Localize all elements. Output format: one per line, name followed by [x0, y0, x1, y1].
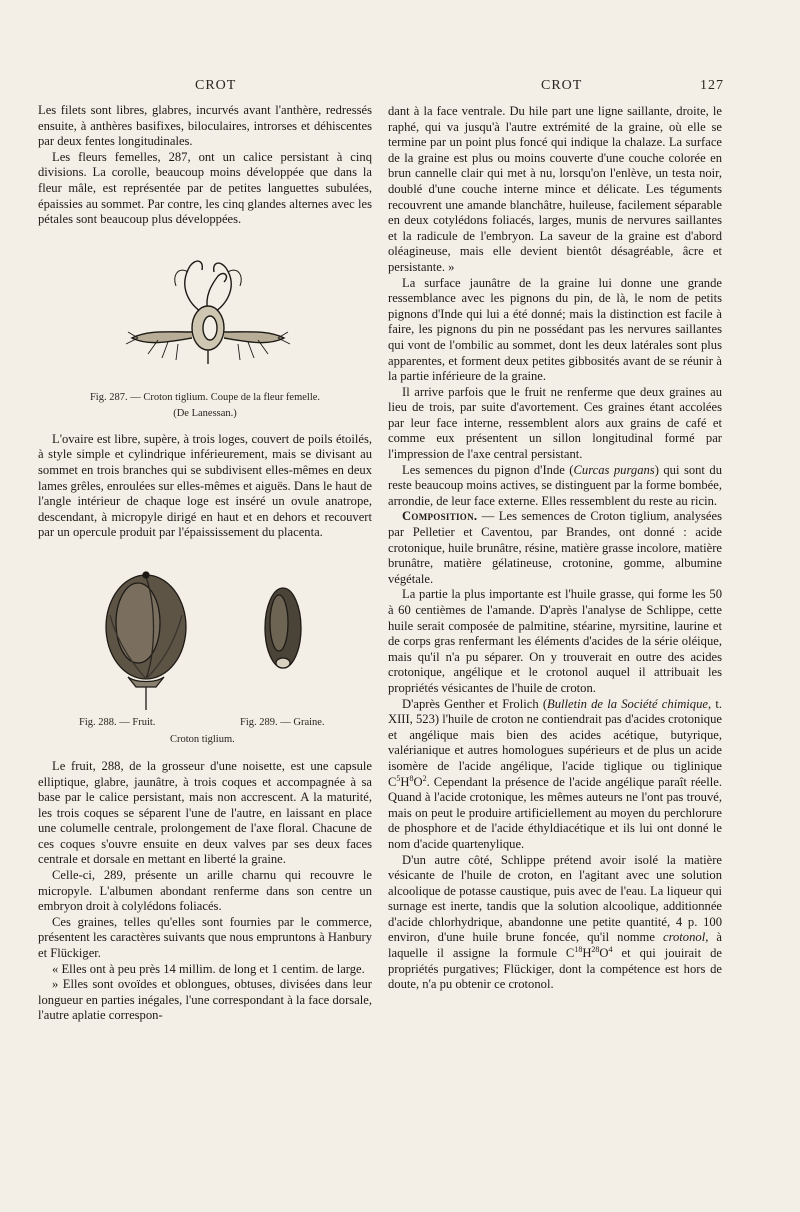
superscript: 18 [574, 944, 583, 954]
italic-term: Curcas purgans [573, 462, 655, 477]
italic-citation: Bulletin de la Société chimique [547, 696, 708, 711]
superscript: 2 [422, 773, 427, 783]
paragraph: « Elles ont à peu près 14 millim. de long et 1 centim. de large. [52, 961, 365, 976]
paragraph [388, 463, 722, 510]
text-run: D'un autre côté, Schlippe prétend avoir isolé la matière vésicante de l'huile de croton, en l'agitant avec une solution alcoolique de potasse caustique, puis avec de l'eau. La liqueur qui surnage est inerte, tandis que la solution alcoolique, additionnée d'acide chlorhydrique, abandonne une petite quantité, 4 p. 100 environ, d'une huile brune foncée, qu'il nomme [388, 852, 722, 945]
seed-illustration [258, 583, 308, 673]
paragraph: Ces graines, telles qu'elles sont fournies par le commerce, présentent les caractères suivants que nous empruntons à Hanbury et Flückiger. [38, 914, 372, 961]
text-run: , à laquelle il assigne la formule C [388, 930, 722, 961]
paragraph: Les filets sont libres, glabres, incurvés avant l'anthère, redressés ensuite, à anthères basifixes, biloculaires, introrses et déhiscentes par deux fentes longitudinales. [38, 103, 372, 149]
paragraph: L'ovaire est libre, supère, à trois loges, couvert de poils étoilés, à style simple et cylindrique inférieurement, mais se divisant au sommet en trois branches qui se subdivisent elles-mêmes en deux lames grêles, enroulées sur elles-mêmes et aiguës. Dans le haut de l'angle intérieur de chaque loge est inséré un ovule anatrope, descendant, à micropyle dirigé en haut et en dehors et recouvert par un opercule produit par l'épaississement du placenta. [38, 431, 372, 540]
text-run: , t. XIII, 523) l'huile de croton ne contiendrait pas d'acides crotonique et angélique mais bien des acides acétique, butyrique, valérianique et autres homologues supérieurs et de plus un acide isomère de l'acide angélique, l'acide tiglique ou tiglinique C [388, 696, 722, 789]
figure-287 [38, 238, 372, 390]
superscript: 28 [591, 944, 600, 954]
paragraph: Les fleurs femelles, 287, ont un calice persistant à cinq divisions. La corolle, beaucoup moins développée que dans la fleur mâle, est représentée par de petites languettes subulées, épaissies au sommet. Par contre, les cinq glandes alternes avec les pétales sont beaucoup plus développées. [38, 149, 372, 227]
text-run: H [582, 946, 592, 961]
text-run: et qui jouirait de propriétés purgatives; Flückiger, dont la compétence est hors de doute, n'a pu obtenir ce crotonol. [388, 946, 722, 992]
paragraph: Il arrive parfois que le fruit ne renferme que deux graines au lieu de trois, par suite d'avortement. Ces graines étant accolées par leur face interne, ressemblent alors aux grains de café et comme eux présentent un sillon longitudinal formé par l'impression de l'axe central persistant. [388, 384, 722, 462]
left-column [38, 103, 372, 1024]
female-flower-illustration [118, 246, 298, 376]
paragraph [388, 853, 722, 993]
figure-287-caption: Fig. 287. — Croton tiglium. Coupe de la fleur femelle. [89, 391, 321, 403]
text-run: O [413, 774, 423, 789]
page-number: 127 [700, 78, 724, 93]
paragraph: La surface jaunâtre de la graine lui donne une grande ressemblance avec les pignons du pin, de là, le nom de petits pignons d'Inde qui lui a été donné; mais la distinction est facile à faire, les pignons du pin ne possédant pas les nervures saillantes qui vont de l'ombilic au sommet, dont les deux latérales sont plus apparentes, et forment deux petites gibbosités avant de se réunir à la partie inférieure de la graine. [388, 275, 722, 384]
figure-288-289 [38, 565, 372, 715]
superscript: 4 [608, 944, 613, 954]
text-run: ) qui sont du reste beaucoup moins actives, se distinguent par la forme bombée, arrondie, de leur face externe. Elles ressemblent du reste au ricin. [388, 462, 722, 508]
paragraph: Celle-ci, 289, présente un arille charnu qui recouvre le micropyle. L'albumen abondant renferme dans son centre un embryon droit à colylédons foliacés. [38, 868, 372, 914]
figure-287-credit: (De Lanessan.) [173, 407, 237, 419]
superscript: 5 [396, 773, 401, 783]
text-run: O [599, 946, 609, 961]
running-head-left: CROT [195, 78, 237, 93]
figure-species-name: Croton tiglium. [170, 733, 235, 745]
italic-term: crotonol [662, 930, 706, 945]
fruit-illustration [98, 565, 198, 710]
text-run: H [400, 774, 410, 789]
figure-288-289-captions [38, 715, 372, 749]
paragraph: La partie la plus importante est l'huile grasse, qui forme les 50 à 60 centièmes de l'amande. D'après l'analyse de Schlippe, cette huile serait composée de palmitine, stéarine, myrsitine, laurine et de corps gras renfermant les éléments d'acides de la série oléique, mais qu'il n'a pu séparer. On y trouverait en outre des acides crotonique, angélique et le crotonol auquel il attribuait les propriétés vésicantes de l'huile de croton. [388, 587, 722, 695]
paragraph: dant à la face ventrale. Du hile part une ligne saillante, droite, le raphé, qui va jusqu'à l'autre extrémité de la graine, où elle se termine par un point plus foncé qui indique la chalaze. La surface de la graine est plus ou moins couverte d'une couche colorée en brun cannelle clair qui met à nu, lorsqu'on l'enlève, un testa noir, doublé d'une couche interne mince et délicate. Les téguments recouvrent une amande blanchâtre, huileuse, facilement séparable en deux cotylédons foliacés, larges, munis de nervures saillantes et la radicule de l'embryon. La saveur de la graine est d'abord oléagineuse, mais elle devient bientôt désagréable, âcre et persistante. » [388, 104, 722, 274]
figure-289-caption: Fig. 289. — Graine. [240, 716, 325, 728]
paragraph [388, 509, 722, 587]
running-head-right: CROT [541, 78, 583, 93]
text-run: . Cependant la présence de l'acide angélique paraît réelle. Quand à l'acide crotonique, les mêmes auteurs ne l'ont pas trouvé, mais on peut le produire artificiellement au moyen du perchlorure de phosphore et de l'acide éthyldiacétique et ils lui ont donné le nom d'acide quartenylique. [388, 774, 722, 851]
superscript: 8 [409, 773, 414, 783]
section-heading: Composition. [402, 509, 478, 524]
paragraph: » Elles sont ovoïdes et oblongues, obtuses, divisées dans leur longueur en parties inégales, l'une correspondant à la face dorsale, l'autre aplatie correspon- [38, 977, 372, 1023]
paragraph [388, 697, 722, 853]
text-run: — Les semences de Croton tiglium, analysées par Pelletier et Caventou, par Brandes, ont donné : acide crotonique, huile brunâtre, résine, matière grasse incolore, matière brunâtre, matière gélatineuse, crotonine, gomme, albumine végétale. [388, 509, 722, 586]
paragraph: Le fruit, 288, de la grosseur d'une noisette, est une capsule elliptique, glabre, jaunâtre, à trois coques et accompagnée à sa base par le calice persistant, mais non accrescent. A la maturité, les trois coques se séparent l'une de l'autre, en laissant en place une columelle centrale, prolongement de l'axe floral. Chacune de ces coques s'ouvre ensuite en deux valves par ses deux faces centrale et dorsale en mettant en liberté la graine. [38, 758, 372, 867]
figure-288-caption: Fig. 288. — Fruit. [79, 716, 156, 728]
right-column [388, 104, 722, 993]
text-run: Les semences du pignon d'Inde ( [402, 462, 574, 477]
text-run: D'après Genther et Frolich ( [402, 696, 548, 711]
